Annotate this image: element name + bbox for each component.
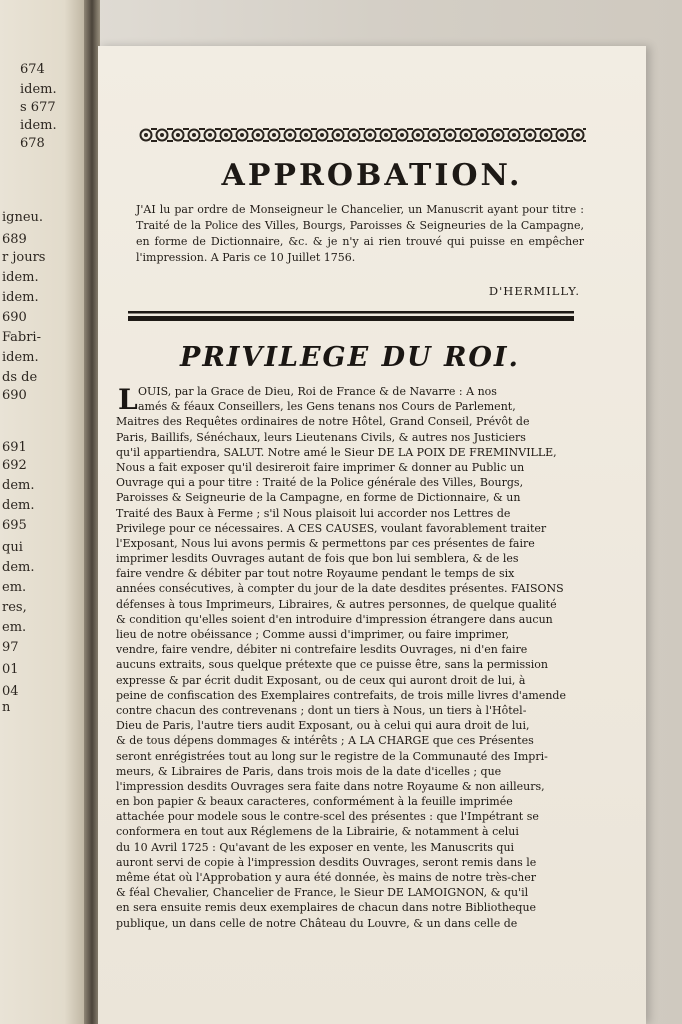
privilege-line: vendre, faire vendre, débiter ni contrefaire lesdits Ouvrages, ni d'en faire <box>116 643 528 657</box>
left-page-line: 678 <box>20 136 45 151</box>
ornament-motif <box>189 128 206 142</box>
privilege-line: contre chacun des contrevenans ; dont un tiers à Nous, un tiers à l'Hôtel- <box>116 703 527 717</box>
left-page-line: 692 <box>2 458 27 473</box>
left-page-line: 689 <box>2 232 27 247</box>
privilege-line: Paroisses & Seigneurie de la Campagne, en forme de Dictionnaire, & un <box>116 491 521 505</box>
privilege-title: PRIVILEGE DU ROI. <box>180 342 520 373</box>
ornament-motif <box>301 128 318 142</box>
left-page-line: ds de <box>2 370 38 385</box>
privilege-line: seront enrégistrées tout au long sur le registre de la Communauté des Impri- <box>116 749 548 763</box>
privilege-line: amés & féaux Conseillers, les Gens tenans nos Cours de Parlement, <box>138 400 516 414</box>
left-page-line: 691 <box>2 440 27 455</box>
left-page-line: em. <box>2 620 27 635</box>
left-page-line: 690 <box>2 388 27 403</box>
privilege-line: OUIS, par la Grace de Dieu, Roi de France & de Navarre : A nos <box>138 385 497 398</box>
left-page-line: res, <box>2 600 27 615</box>
ornament-motif <box>493 128 510 142</box>
privilege-line: qu'il appartiendra, SALUT. Notre amé le Sieur DE LA POIX DE FREMINVILLE, <box>116 445 557 459</box>
left-page <box>0 0 92 1024</box>
ornament-motif <box>429 128 446 142</box>
left-page-line: idem. <box>20 82 57 97</box>
privilege-line: auront servi de copie à l'impression desdits Ouvrages, seront remis dans le <box>116 855 537 869</box>
left-page-line: 690 <box>2 310 27 325</box>
privilege-line: du 10 Avril 1725 : Qu'avant de les exposer en vente, les Manuscrits qui <box>116 840 515 854</box>
privilege-line: & condition qu'elles soient d'en introduire d'impression étrangere dans aucun <box>116 612 553 626</box>
ornament-motif <box>269 128 286 142</box>
privilege-line: Ouvrage qui a pour titre : Traité de la Police générale des Villes, Bourgs, <box>116 476 524 490</box>
left-page-line: qui <box>2 540 23 555</box>
ornament-band <box>138 122 586 148</box>
ornament-motif <box>349 128 366 142</box>
approbation-signature: D'HERMILLY. <box>488 284 580 298</box>
privilege-line: publique, un dans celle de notre Château du Louvre, & un dans celle de <box>116 916 518 930</box>
privilege-line: Dieu de Paris, l'autre tiers audit Exposant, ou à celui qui aura droit de lui, <box>116 719 530 733</box>
ornament-motif <box>205 128 222 142</box>
privilege-line: faire vendre & débiter par tout notre Royaume pendant le temps de six <box>116 567 515 581</box>
privilege-body <box>116 384 586 931</box>
ornament-motif <box>541 128 558 142</box>
ornament-motif <box>461 128 478 142</box>
drop-cap: L <box>118 383 138 416</box>
privilege-line: expresse & par écrit dudit Exposant, ou de ceux qui auront droit de lui, à <box>116 673 526 687</box>
ornament-motif <box>477 128 494 142</box>
left-page-line: Fabri- <box>2 330 41 345</box>
ornament-motif <box>317 128 334 142</box>
left-page-line: 04 <box>2 684 19 699</box>
ornament-motif <box>237 128 254 142</box>
left-page-line: idem. <box>20 118 57 133</box>
ornament-motif <box>253 128 270 142</box>
left-page-line: dem. <box>2 498 35 513</box>
left-page-line: r jours <box>2 250 46 265</box>
ornament-motif <box>333 128 350 142</box>
privilege-line: & féal Chevalier, Chancelier de France, le Sieur DE LAMOIGNON, & qu'il <box>116 886 529 900</box>
left-page-line: s 677 <box>20 100 56 115</box>
privilege-line: Privilege pour ce nécessaires. A CES CAUSES, voulant favorablement traiter <box>116 521 547 535</box>
privilege-line: conformera en tout aux Réglemens de la Librairie, & notamment à celui <box>116 825 519 839</box>
ornament-motif <box>365 128 382 142</box>
ornament-motif <box>141 128 158 142</box>
left-page-line: igneu. <box>2 210 44 225</box>
ornament-motif <box>173 128 190 142</box>
privilege-line: l'impression desdits Ouvrages sera faite dans notre Royaume & non ailleurs, <box>116 779 545 793</box>
privilege-line: même état où l'Approbation y aura été donnée, ès mains de notre très-cher <box>116 871 537 884</box>
double-rule <box>128 310 574 324</box>
left-page-line: em. <box>2 580 27 595</box>
privilege-line: Nous a fait exposer qu'il desireroit faire imprimer & donner au Public un <box>116 460 525 474</box>
privilege-line: en bon papier & beaux caracteres, conformément à la feuille imprimée <box>116 795 513 809</box>
privilege-line: lieu de notre obéissance ; Comme aussi d'imprimer, ou faire imprimer, <box>116 628 510 641</box>
left-page-line: 695 <box>2 518 27 533</box>
privilege-line: meurs, & Libraires de Paris, dans trois mois de la date d'icelles ; que <box>116 764 502 778</box>
privilege-line: peine de confiscation des Exemplaires contrefaits, de trois mille livres d'amende <box>116 688 566 702</box>
privilege-line: en sera ensuite remis deux exemplaires de chacun dans notre Bibliotheque <box>116 901 537 915</box>
ornament-motif <box>221 128 238 142</box>
ornament-motif <box>509 128 526 142</box>
ornament-motif <box>157 128 174 142</box>
left-page-line: dem. <box>2 560 35 575</box>
privilege-line: années consécutives, à compter du jour de la date desdites présentes. FAISONS <box>116 582 564 596</box>
left-page-line: 674 <box>20 62 45 77</box>
ornament-motif <box>285 128 302 142</box>
ornament-motif <box>573 128 587 142</box>
approbation-title: APPROBATION. <box>221 158 523 193</box>
ornament-motif <box>413 128 430 142</box>
privilege-line: Traité des Baux à Ferme ; s'il Nous plaisoit lui accorder nos Lettres de <box>116 506 511 520</box>
privilege-line: Maitres des Requêtes ordinaires de notre Hôtel, Grand Conseil, Prévôt de <box>116 415 530 429</box>
left-page-line: idem. <box>2 290 39 305</box>
approbation-text: J'AI lu par ordre de Monseigneur le Chancelier, un Manuscrit ayant pour titre : Traité de la Police des Villes, Bourgs, Paroisses & Seigneuries de la Campagne, en forme de Dictionnaire, &c. & je n'y ai rien trouvé qui puisse en empêcher l'impression. A Paris ce 10 Juillet 1756. <box>136 203 584 264</box>
privilege-line: imprimer lesdits Ouvrages autant de fois que bon lui semblera, & de les <box>116 552 519 566</box>
ornament-motif <box>557 128 574 142</box>
privilege-line: Paris, Baillifs, Sénéchaux, leurs Lieutenans Civils, & autres nos Justiciers <box>116 430 526 444</box>
privilege-line: aucuns extraits, sous quelque prétexte que ce puisse être, sans la permission <box>116 658 548 672</box>
ornament-motif <box>381 128 398 142</box>
privilege-line: défenses à tous Imprimeurs, Libraires, & autres personnes, de quelque qualité <box>116 597 557 611</box>
ornament-motif <box>445 128 462 142</box>
privilege-line: attachée pour modele sous le contre-scel des présentes : que l'Impétrant se <box>116 810 539 824</box>
ornament-motif <box>397 128 414 142</box>
left-page-line: n <box>2 700 11 715</box>
left-page-line: dem. <box>2 478 35 493</box>
left-page-line: 01 <box>2 662 19 677</box>
privilege-line: l'Exposant, Nous lui avons permis & permettons par ces présentes de faire <box>116 536 535 550</box>
left-page-line: idem. <box>2 270 39 285</box>
left-page-line: idem. <box>2 350 39 365</box>
ornament-motif <box>525 128 542 142</box>
privilege-line: & de tous dépens dommages & intérêts ; A LA CHARGE que ces Présentes <box>116 734 534 748</box>
left-page-line: 97 <box>2 640 19 655</box>
